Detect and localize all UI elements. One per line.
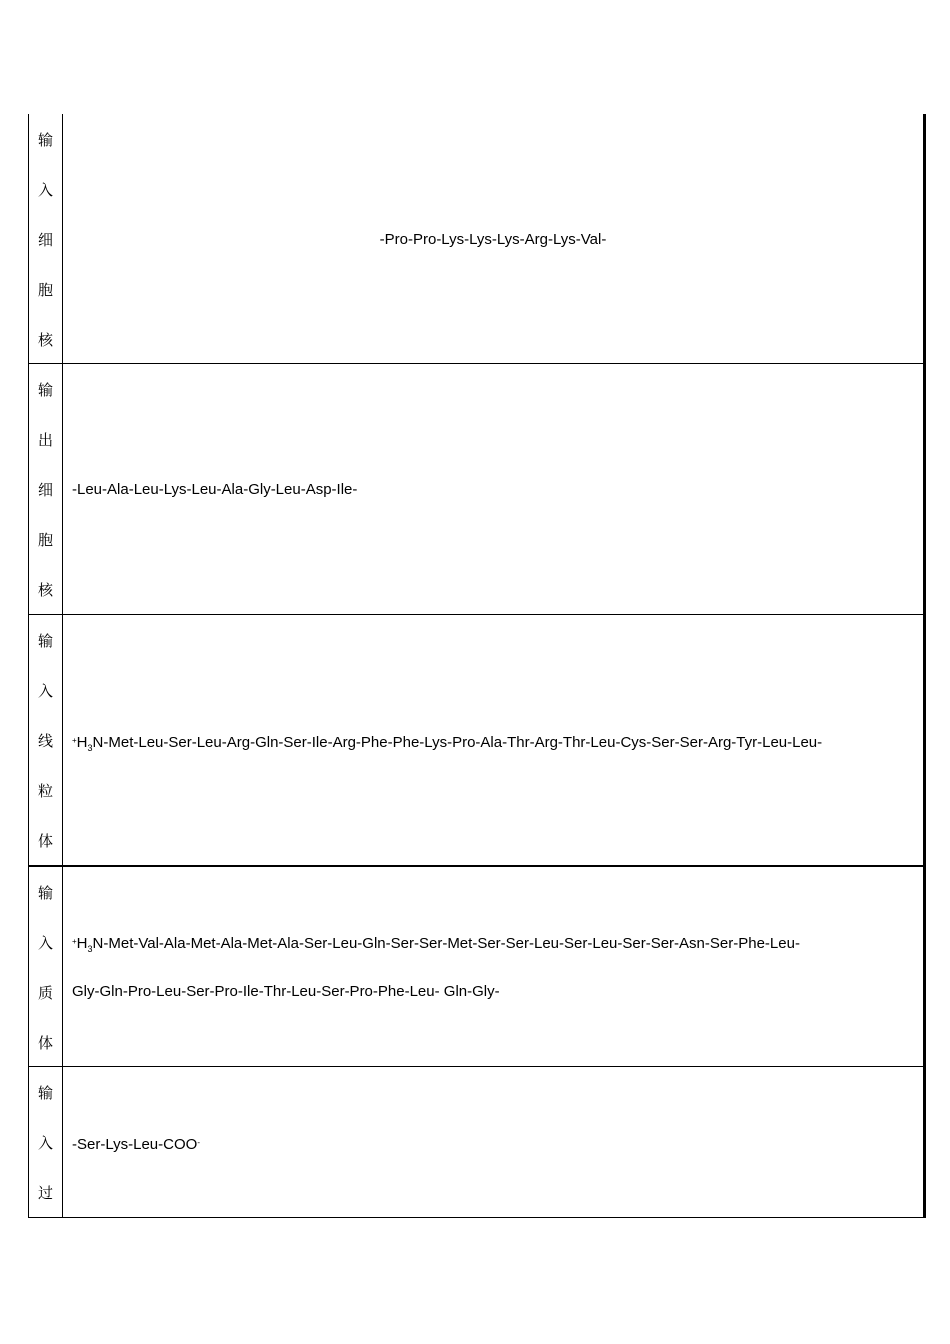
sequence-cell	[63, 364, 923, 614]
table-row-peroxisome-import	[29, 1067, 923, 1218]
table-row-mitochondrial-import	[29, 615, 923, 867]
subscript: 3	[87, 743, 93, 753]
charge-sign: +	[72, 937, 77, 946]
row-label-nuclear-import: 输 入 细 胞 核	[29, 114, 63, 363]
row-label-peroxisome-import: 输 入 过	[29, 1067, 63, 1217]
sequence-text-line-1: $^+H_3N-Met-Val-Ala-Met-Ala-Met-Ala-Ser-Leu-Gln-Ser-Ser-Met-Ser-Ser-Leu-Ser-Leu-Ser-Ser-Asn-Ser-Phe-Leu-$	[72, 935, 800, 954]
row-label-nuclear-export: 输 出 细 胞 核	[29, 364, 63, 614]
row-label-plastid-import: 输 入 质 体	[29, 867, 63, 1066]
sequence-cell	[63, 1067, 923, 1217]
table-row-plastid-import	[29, 867, 923, 1067]
table-row-nuclear-import	[29, 114, 923, 364]
charge-sign: +	[72, 736, 77, 745]
peptide-signal-table	[28, 114, 925, 1218]
sequence-text: $^+H_3N-Met-Leu-Ser-Leu-Arg-Gln-Ser-Ile-Arg-Phe-Phe-Lys-Pro-Ala-Thr-Arg-Thr-Leu-Cys-Ser-Ser-Arg-Tyr-Leu-Leu-$	[72, 734, 823, 753]
row-label-mitochondrial-import: 输 入 线 粒 体	[29, 615, 63, 865]
subscript: 3	[87, 944, 93, 954]
sequence-text: -Ser-Lys-Leu-COO-	[72, 1136, 200, 1153]
sequence-cell	[63, 867, 923, 1066]
sequence-text-line-2: Gly-Gln-Pro-Leu-Ser-Pro-Ile-Thr-Leu-Ser-Pro-Phe-Leu- Gln-Gly-	[72, 983, 500, 1001]
charge-sign: -	[197, 1138, 200, 1147]
sequence-cell	[63, 615, 923, 865]
sequence-text: -Leu-Ala-Leu-Lys-Leu-Ala-Gly-Leu-Asp-Ile-	[72, 481, 358, 498]
table-row-nuclear-export	[29, 364, 923, 615]
sequence-text: -Pro-Pro-Lys-Lys-Lys-Arg-Lys-Val-	[379, 231, 607, 248]
sequence-cell	[63, 114, 923, 363]
